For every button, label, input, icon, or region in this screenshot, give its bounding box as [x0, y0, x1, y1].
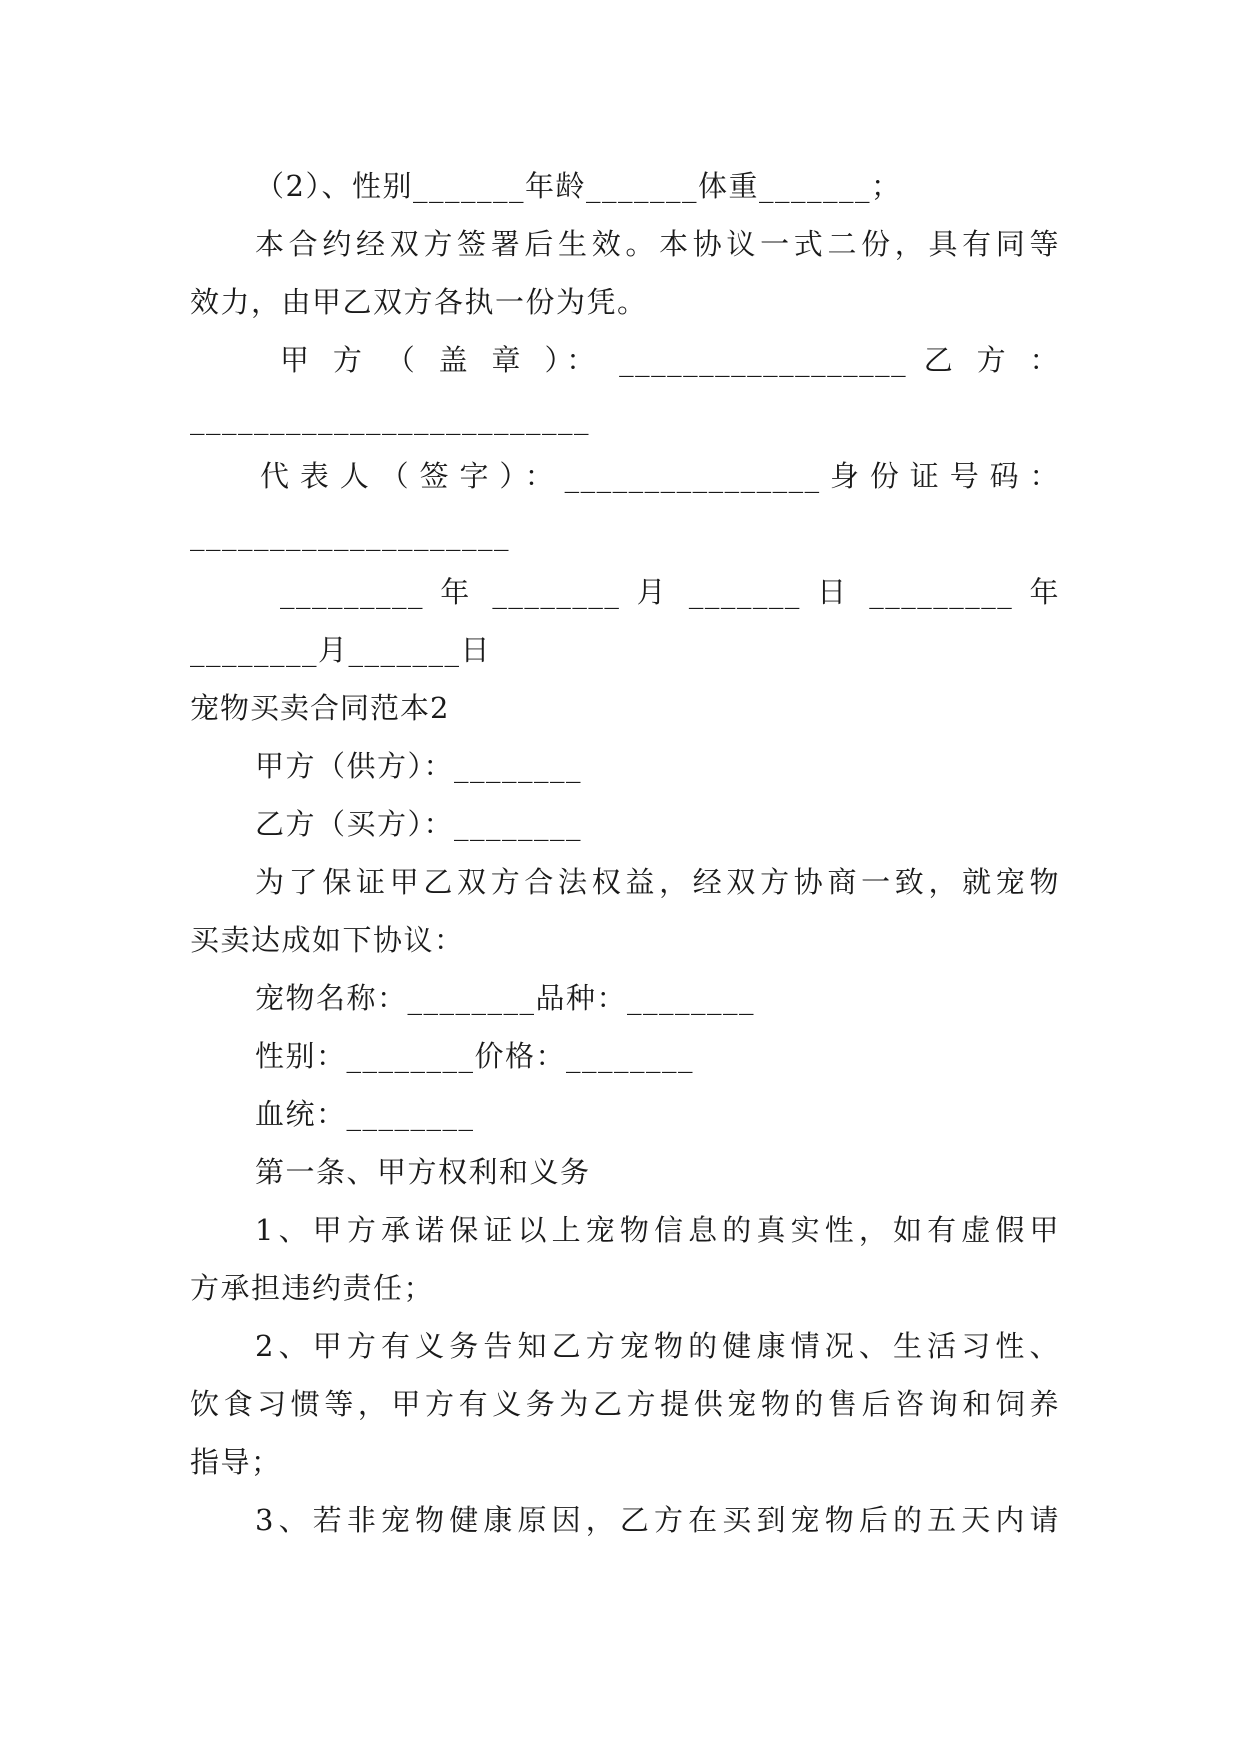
text-line: 为了保证甲乙双方合法权益，经双方协商一致，就宠物: [255, 865, 1060, 899]
text-line: 指导；: [190, 1445, 282, 1479]
text-line: 方承担违约责任；: [190, 1271, 435, 1305]
text-line: 买卖达成如下协议：: [190, 923, 465, 957]
date-line: ________月_______日: [190, 633, 492, 667]
signature-line: 代表人（签字）：________________身份证号码：: [260, 459, 1060, 493]
text-line: 效力，由甲乙双方各执一份为凭。: [190, 285, 648, 319]
field-line: 血统：________: [255, 1097, 475, 1131]
section-title: 宠物买卖合同范本2: [190, 691, 450, 725]
text-line: 3、若非宠物健康原因，乙方在买到宠物后的五天内请: [255, 1503, 1060, 1537]
party-a-line: 甲方（供方）：________: [255, 749, 583, 783]
field-line: 宠物名称：________品种：________: [255, 981, 756, 1015]
text-line: 1、甲方承诺保证以上宠物信息的真实性，如有虚假甲: [255, 1213, 1060, 1247]
signature-line: 甲 方 （ 盖 章 ）： __________________ 乙 方 ：: [280, 343, 1060, 377]
party-b-line: 乙方（买方）：________: [255, 807, 583, 841]
text-line: 2、甲方有义务告知乙方宠物的健康情况、生活习性、: [255, 1329, 1060, 1363]
signature-line: _________________________: [190, 401, 590, 435]
text-line: （2）、性别_______年龄_______体重_______；: [255, 169, 902, 203]
signature-line: ____________________: [190, 517, 510, 551]
text-line: 饮食习惯等，甲方有义务为乙方提供宠物的售后咨询和饲养: [190, 1387, 1060, 1421]
date-line: _________ 年 ________ 月 _______ 日 _________ 年: [280, 575, 1060, 609]
field-line: 性别：________价格：________: [255, 1039, 695, 1073]
text-line: 本合约经双方签署后生效。本协议一式二份，具有同等: [255, 227, 1060, 261]
article-heading: 第一条、甲方权利和义务: [255, 1155, 591, 1189]
